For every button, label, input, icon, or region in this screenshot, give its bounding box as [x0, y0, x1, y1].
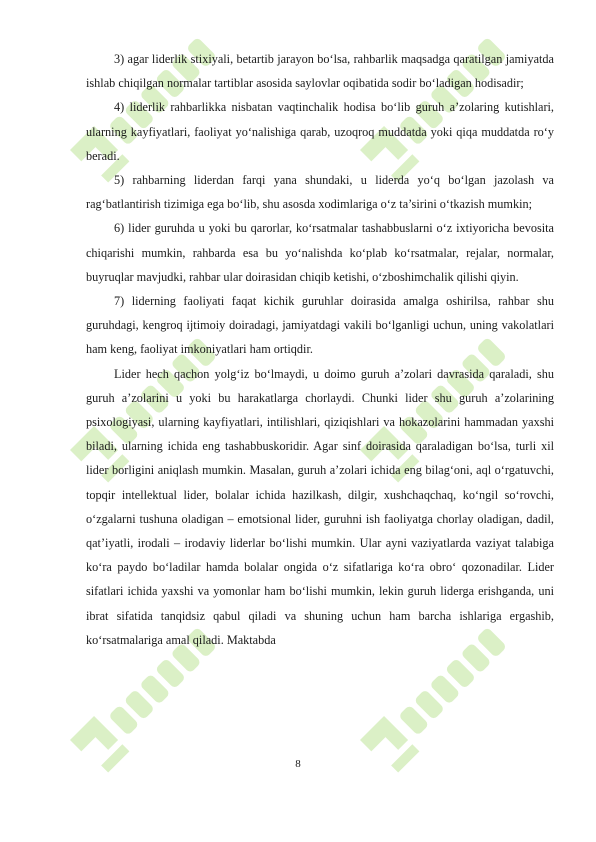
body-paragraph: Lider hech qachon yolg‘iz bo‘lmaydi, u doimo guruh a’zolari davrasida qaraladi, shu guruh a’zolarini u yoki bu harakatlarga chorlaydi. Chunki lider shu guruh a’zolarining psixologiyasi, ularning kayfiyatlari, intilishlari, qiziqishlari va hokazolarini hammadan yaxshi biladi, ularning ichida eng tashabbuskoridir. Agar sinf doirasida qaraladigan bo‘lsa, turli xil lider borligini aniqlash mumkin. Masalan, guruh a’zolari ichida eng bilag‘oni, aql o‘rgatuvchi, topqir intellektual lider, bolalar ichida hazilkash, dilgir, xushchaqchaq, ko‘ngil so‘rovchi, o‘zgalarni tushuna oladigan – emotsional lider, guruhni ish faoliyatga chorlay oladigan, dadil, qat’iyatli, irodali – irodaviy liderlar bo‘lishi mumkin. Ular ayni vaziyatlarda vaziyat talabiga ko‘ra paydo bo‘ladilar hamda bolalar ongida o‘z sifatlariga ko‘ra obro‘ qozonadilar. Lider sifatlari ichida yaxshi va yomonlar ham bo‘lishi mumkin, lekin guruh liderga erishganda, uni ibrat sifatida tanqidsiz qabul qiladi va shuning uchun ham barcha ishlariga ergashib, ko‘rsatmalariga amal qiladi. Maktabda [86, 366, 554, 647]
list-item-3: 3) agar liderlik stixiyali, betartib jarayon bo‘lsa, rahbarlik maqsadga qaratilgan jamiyatda ishlab chiqilgan normalar tartiblar asosida saylovlar oqibatida sodir bo‘ladigan hodisadir; [86, 52, 554, 91]
page-body [86, 47, 554, 652]
list-item-7: 7) liderning faoliyati faqat kichik guruhlar doirasida amalga oshirilsa, rahbar shu guruhdagi, kengroq ijtimoiy doiradagi, jamiyatdagi vakili bo‘lganligi uchun, uning vakolatlari ham keng, faoliyat imkoniyatlari ham ortiqdir. [86, 294, 554, 357]
list-item-5: 5) rahbarning liderdan farqi yana shundaki, u liderda yo‘q bo‘lgan jazolash va rag‘batlantirish tizimiga ega bo‘lib, shu asosda xodimlariga o‘z ta’sirini o‘tkazish mumkin; [86, 173, 554, 212]
page-number: 8 [295, 758, 301, 770]
list-item-6: 6) lider guruhda u yoki bu qarorlar, ko‘rsatmalar tashabbuslarni o‘z ixtiyoricha bevosita chiqarishi mumkin, rahbarda esa bu yo‘nalishda ko‘plab ko‘rsatmalar, rejalar, normalar, buyruqlar mavjudki, rahbar ular doirasidan chiqib ketishi, o‘zboshimchalik qilishi qiyin. [86, 221, 554, 284]
list-item-4: 4) liderlik rahbarlikka nisbatan vaqtinchalik hodisa bo‘lib guruh a’zolaring kutishlari, ularning kayfiyatlari, faoliyat yo‘nalishiga qarab, uzoqroq muddatda yoki qiqa muddatda ro‘y beradi. [86, 100, 554, 163]
